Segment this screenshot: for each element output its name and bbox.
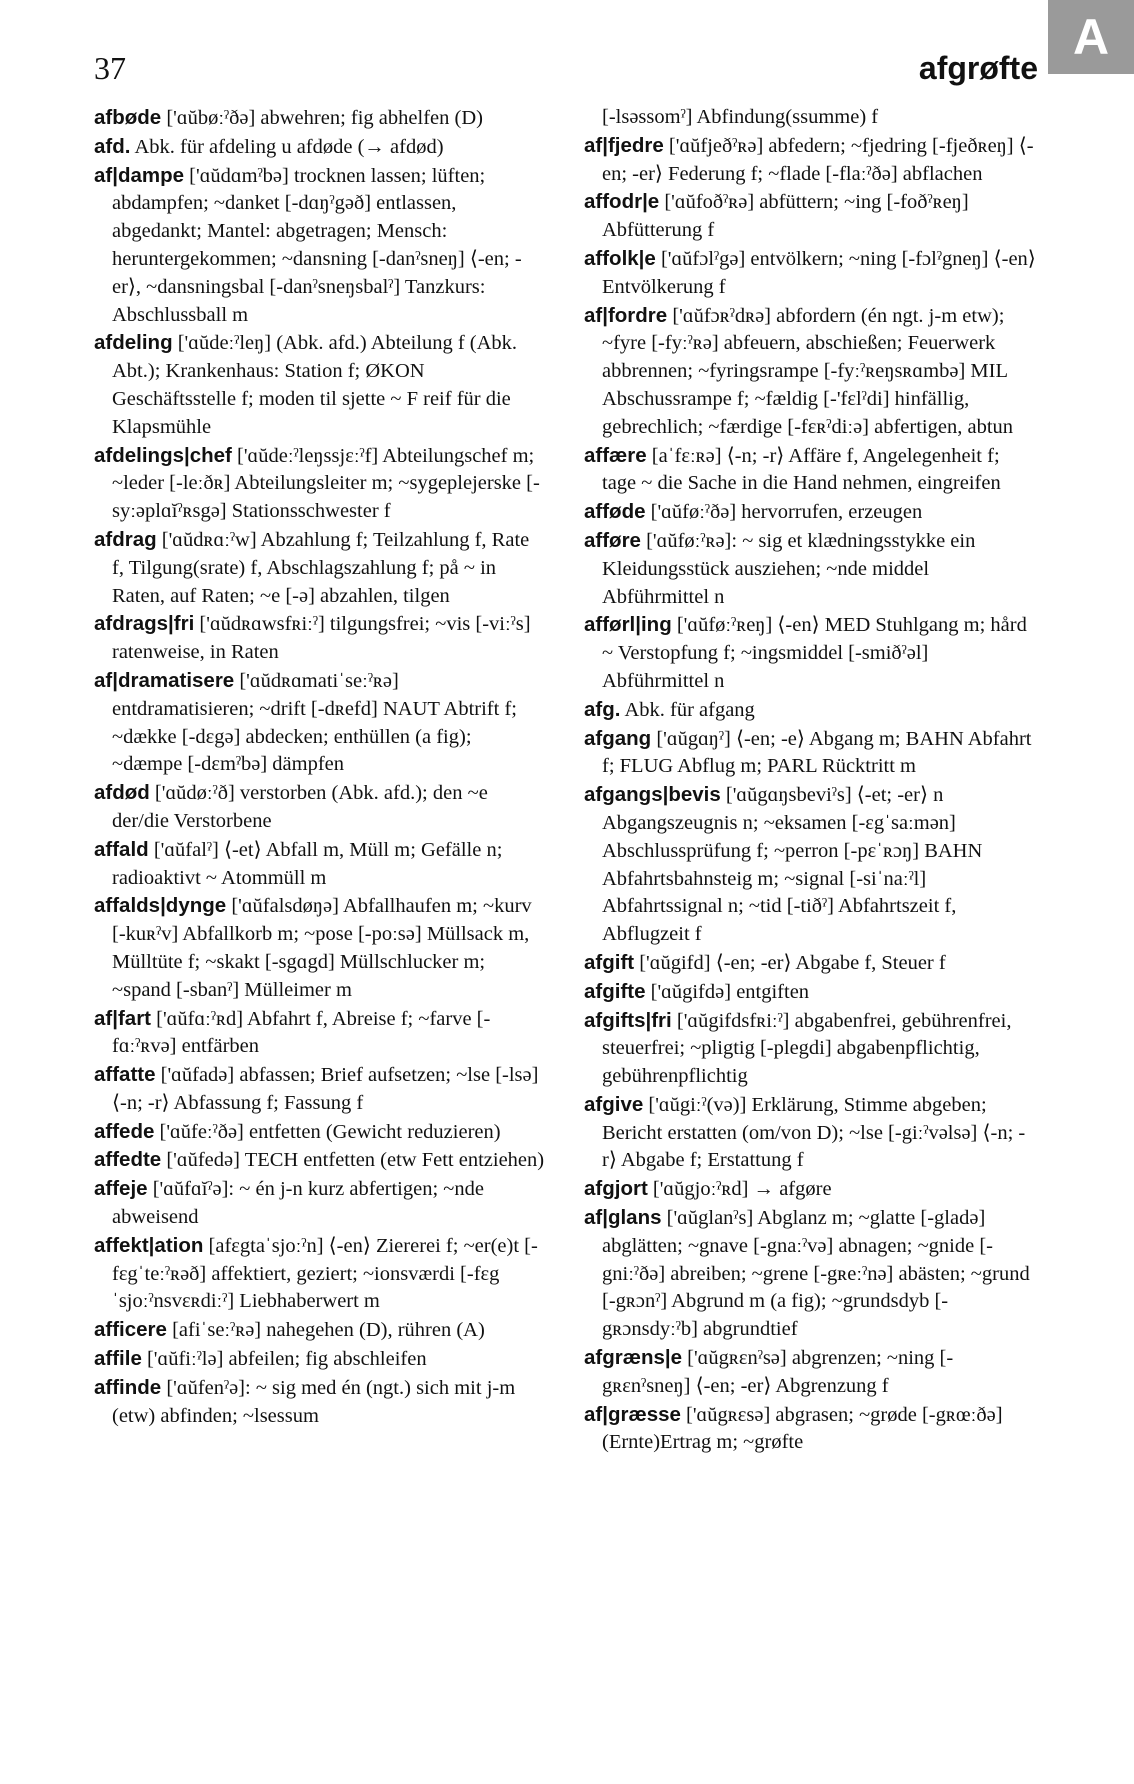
thumb-index-tab: A: [1048, 0, 1134, 74]
entry-headword: afdød: [94, 781, 150, 805]
dictionary-entry: [584, 302, 1036, 442]
entry-definition: ['ɑŭdeːˀleŋ] (Abk. afd.) Abteilung f (Abk. Abt.); Krankenhaus: Station f; ØKON Geschäftsstelle f; moden til sjette ~ F reif für die Klapsmühle: [112, 332, 518, 438]
dictionary-entry: [584, 1175, 1036, 1204]
entry-definition: ['ɑŭdøːˀð] verstorben (Abk. afd.); den ~e der/die Verstorbene: [112, 782, 488, 832]
dictionary-entry: [94, 1005, 546, 1062]
entry-headword: afbøde: [94, 106, 162, 129]
entry-headword: af|fordre: [584, 303, 668, 327]
entry-headword: afdeling: [94, 331, 173, 355]
entry-definition: ['ɑŭgɑŋˀ] ⟨-en; -e⟩ Abgang m; BAHN Abfahrt f; FLUG Abflug m; PARL Rücktritt m: [602, 727, 1032, 778]
entry-definition: ['ɑŭglanˀs] Abglanz m; ~glatte [-gladə] abglätten; ~gnave [-gnaːˀvə] abnagen; ~gnide [-gniːˀðə] abreiben; ~grene [-gʀeːˀnə] abästen; ~grund [-gʀɔnˀ] Abgrund m (a fig); ~grundsdyb [-gʀɔnsdyːˀb] abgrundtief: [602, 1207, 1030, 1341]
dictionary-entry: [94, 836, 546, 893]
dictionary-entry: [584, 104, 1036, 132]
dictionary-entry: [584, 781, 1036, 949]
dictionary-entry: [584, 527, 1036, 611]
entry-definition: ['ɑŭføːˀʀeŋ] ⟨-en⟩ MED Stuhlgang m; hård ~ Verstopfung f; ~ingsmiddel [-smiðˀəl] Abführmittel n: [602, 614, 1027, 692]
entry-headword: afgift: [584, 950, 635, 974]
dictionary-entry: [584, 442, 1036, 499]
entry-headword: af|dramatisere: [94, 668, 235, 692]
dictionary-entry: [94, 1374, 546, 1431]
dictionary-entry: [584, 1204, 1036, 1344]
dictionary-entry: [94, 1345, 546, 1374]
entry-headword: af|dampe: [94, 163, 185, 187]
dictionary-entry: [94, 779, 546, 836]
entry-headword: affeje: [94, 1177, 148, 1201]
entry-headword: afdrag: [94, 527, 157, 551]
dictionary-entry: [584, 725, 1036, 782]
entry-headword: affatte: [94, 1063, 156, 1087]
entry-definition: ['ɑŭdʀɑːˀw] Abzahlung f; Teilzahlung f, Rate f, Tilgung(srate) f, Abschlagszahlung f; på ~ in Raten, auf Raten; ~e [-ə] abzahlen, tilgen: [112, 528, 530, 607]
entry-definition: ['ɑŭdɑmˀbə] trocknen lassen; lüften; abdampfen; ~danket [-dɑŋˀgəð] entlassen, abgedankt; Mantel: abgetragen; Mensch: heruntergekommen; ~dansning [-danˀsneŋ] ⟨-en; -er⟩, ~dansningsbal [-danˀsneŋsbalˀ] Tanzkurs: Abschlussball m: [112, 164, 522, 326]
entry-definition: ['ɑŭfeːˀðə] entfetten (Gewicht reduzieren): [154, 1120, 501, 1143]
dictionary-entry: [584, 949, 1036, 978]
entry-headword: af|fart: [94, 1006, 151, 1030]
entry-definition: ['ɑŭbøːˀðə] abwehren; fig abhelfen (D): [161, 107, 483, 129]
entry-definition: ['ɑŭdʀɑwsfʀiːˀ] tilgungsfrei; ~vis [-viːˀs] ratenweise, in Raten: [112, 613, 531, 664]
entry-definition: ['ɑŭfiːˀlə] abfeilen; fig abschleifen: [141, 1348, 427, 1371]
entry-headword: af|græsse: [584, 1402, 681, 1426]
entry-headword: affekt|ation: [94, 1233, 204, 1257]
entry-definition: Abk. für afgang: [620, 698, 755, 721]
entry-definition: ['ɑŭfedə] TECH entfetten (etw Fett entziehen): [161, 1149, 545, 1172]
entry-definition: [-lsəssomˀ] Abfindung(ssumme) f: [602, 106, 879, 128]
entry-headword: afgangs|bevis: [584, 783, 721, 807]
dictionary-entry: [94, 1146, 546, 1175]
dictionary-entry: [94, 442, 546, 526]
dictionary-entry: [94, 1061, 546, 1118]
entry-headword: affolk|e: [584, 246, 656, 270]
dictionary-entry: [584, 611, 1036, 695]
dictionary-entry: [94, 667, 546, 779]
dictionary-entry: [94, 1118, 546, 1147]
entry-headword: afgræns|e: [584, 1346, 683, 1370]
entry-definition: ['ɑŭgʀɛnˀsə] abgrenzen; ~ning [-gʀɛnˀsneŋ] ⟨-en; -er⟩ Abgrenzung f: [602, 1347, 954, 1397]
dictionary-entry: [584, 1007, 1036, 1091]
dictionary-entry: [584, 1344, 1036, 1401]
entry-headword: afgifts|fri: [584, 1008, 672, 1032]
left-column: [94, 104, 546, 1744]
dictionary-entry: [584, 978, 1036, 1007]
entry-definition: ['ɑŭgiːˀ(və)] Erklärung, Stimme abgeben; Bericht erstatten (om/von D); ~lse [-giːˀvəlsə] ⟨-n; -r⟩ Abgabe f; Erstattung f: [602, 1093, 1026, 1172]
dictionary-entry: [94, 610, 546, 667]
entry-headword: affile: [94, 1347, 142, 1371]
entry-headword: affald: [94, 837, 149, 861]
entry-definition: ['ɑŭfoðˀʀə] abfüttern; ~ing [-foðˀʀeŋ] Abfütterung f: [602, 191, 969, 242]
entry-headword: affære: [584, 443, 647, 467]
dictionary-entry: [584, 1091, 1036, 1175]
dictionary-entry: [584, 188, 1036, 245]
entry-definition: ['ɑŭføːˀʀə]: ~ sig et klædningsstykke ein Kleidungsstück ausziehen; ~nde middel Abführmittel n: [602, 529, 976, 608]
dictionary-entry: [94, 104, 546, 133]
dictionary-entry: [584, 132, 1036, 189]
entry-headword: afførl|ing: [584, 613, 672, 637]
dictionary-entry: [94, 133, 546, 162]
entry-headword: afg.: [584, 697, 621, 721]
entry-definition: ['ɑŭfadə] abfassen; Brief aufsetzen; ~lse [-lsə] ⟨-n; -r⟩ Abfassung f; Fassung f: [112, 1064, 539, 1114]
entry-headword: affede: [94, 1119, 155, 1143]
entry-definition: ['ɑŭfɑĭˀə]: ~ én j-n kurz abfertigen; ~nde abweisend: [112, 1178, 484, 1229]
entry-headword: afføre: [584, 528, 641, 552]
dictionary-entry: [584, 696, 1036, 725]
entry-definition: ['ɑŭfalsdøŋə] Abfallhaufen m; ~kurv [-kuʀˀv] Abfallkorb m; ~pose [-poːsə] Müllsack m, Mülltüte f; ~skakt [-sgɑgd] Müllschlucker m; ~spand [-sbanˀ] Mülleimer m: [112, 895, 532, 1001]
running-head: afgrøfte: [918, 50, 1038, 86]
entry-headword: afdrags|fri: [94, 612, 195, 636]
entry-headword: affinde: [94, 1375, 162, 1399]
entry-definition: [afɛgtaˈsjoːˀn] ⟨-en⟩ Ziererei f; ~er(e)t [-fɛgˈteːˀʀəð] affektiert, geziert; ~ionsværdi [-fɛgˈsjoːˀnsvɛʀdiːˀ] Liebhaberwert m: [112, 1234, 538, 1313]
entry-definition: ['ɑŭdʀɑmatiˈseːˀʀə] entdramatisieren; ~drift [-dʀefd] NAUT Abtrift f; ~dække [-dɛgə] abdecken; enthüllen (a fig); ~dæmpe [-dɛmˀbə] dämpfen: [112, 669, 517, 776]
entry-headword: afgang: [584, 726, 652, 750]
entry-definition: ['ɑŭgʀɛsə] abgrasen; ~grøde [-gʀœːðə] (Ernte)Ertrag m; ~grøfte: [602, 1403, 1003, 1454]
dictionary-entry: [94, 329, 546, 441]
entry-definition: ['ɑŭgɑŋsbeviˀs] ⟨-et; -er⟩ n Abgangszeugnis n; ~eksamen [-ɛgˈsaːmən] Abschlussprüfung f; ~perron [-pɛˈʀɔŋ] BAHN Abfahrtsbahnsteig m; ~signal [-siˈnaːˀl] Abfahrtssignal n; ~tid [-tiðˀ] Abfahrtszeit f, Abflugzeit f: [602, 784, 983, 946]
dictionary-entry: [94, 526, 546, 610]
dictionary-entry: [584, 1401, 1036, 1458]
entry-definition: ['ɑŭgjoːˀʀd] → afgøre: [647, 1178, 832, 1201]
page-number: 37: [94, 50, 126, 86]
entry-definition: ['ɑŭgifd] ⟨-en; -er⟩ Abgabe f, Steuer f: [634, 951, 946, 974]
entry-definition: [aˈfɛːʀə] ⟨-n; -r⟩ Affäre f, Angelegenheit f; tage ~ die Sache in die Hand nehmen, eingreifen: [602, 444, 1001, 495]
entry-headword: affedte: [94, 1148, 162, 1172]
entry-headword: affodr|e: [584, 190, 660, 214]
entry-definition: ['ɑŭføːˀðə] hervorrufen, erzeugen: [645, 501, 923, 524]
entry-headword: afgifte: [584, 979, 646, 1003]
entry-definition: ['ɑŭgifdə] entgiften: [645, 980, 810, 1003]
entry-headword: affalds|dynge: [94, 894, 227, 918]
entry-headword: afgjort: [584, 1177, 648, 1201]
entry-headword: af|glans: [584, 1206, 662, 1230]
entry-headword: afgive: [584, 1092, 644, 1116]
entry-headword: afføde: [584, 500, 646, 524]
entry-definition: ['ɑŭfalˀ] ⟨-et⟩ Abfall m, Müll m; Gefälle n; radioaktivt ~ Atommüll m: [112, 838, 503, 889]
dictionary-entry: [94, 1316, 546, 1345]
dictionary-entry: [94, 162, 546, 330]
dictionary-entry: [584, 498, 1036, 527]
entry-definition: ['ɑŭfjeðˀʀə] abfedern; ~fjedring [-fjeðʀeŋ] ⟨-en; -er⟩ Federung f; ~flade [-flaːˀðə] abflachen: [602, 134, 1034, 185]
dictionary-entry: [94, 892, 546, 1004]
entry-definition: ['ɑŭfenˀə]: ~ sig med én (ngt.) sich mit j-m (etw) abfinden; ~lsessum: [112, 1376, 516, 1427]
entry-definition: Abk. für afdeling u afdøde (→ afdød): [130, 135, 444, 158]
entry-definition: ['ɑŭfɑːˀʀd] Abfahrt f, Abreise f; ~farve [-fɑːˀʀvə] entfärben: [112, 1007, 491, 1058]
entry-headword: af|fjedre: [584, 133, 664, 157]
dictionary-entry: [94, 1232, 546, 1316]
dictionary-entry: [94, 1175, 546, 1232]
entry-headword: afdelings|chef: [94, 443, 232, 467]
right-column: [584, 104, 1036, 1744]
entry-definition: ['ɑŭfɔlˀgə] entvölkern; ~ning [-fɔlˀgneŋ] ⟨-en⟩ Entvölkerung f: [602, 247, 1036, 298]
entry-headword: afficere: [94, 1318, 167, 1342]
entry-definition: ['ɑŭdeːˀleŋssjɛːˀf] Abteilungschef m; ~leder [-leːðʀ] Abteilungsleiter m; ~sygeplejerske [-syːəplɑĭˀʀsgə] Stationsschwester f: [112, 444, 540, 523]
entry-definition: ['ɑŭgifdsfʀiːˀ] abgabenfrei, gebührenfrei, steuerfrei; ~pligtig [-plegdi] abgabenpflichtig, gebührenpflichtig: [602, 1009, 1012, 1088]
dictionary-entry: [584, 245, 1036, 302]
entry-headword: afd.: [94, 134, 131, 158]
entry-definition: [afiˈseːˀʀə] nahegehen (D), rühren (A): [166, 1319, 485, 1342]
entry-definition: ['ɑŭfɔʀˀdʀə] abfordern (én ngt. j-m etw); ~fyre [-fyːˀʀə] abfeuern, abschießen; Feuerwerk abbrennen; ~fyringsrampe [-fyːˀʀeŋsʀɑmbə] MIL Abschussrampe f; ~fældig [-'fɛlˀdi] hinfällig, gebrechlich; ~færdige [-fɛʀˀdiːə] abfertigen, abtun: [602, 304, 1014, 438]
